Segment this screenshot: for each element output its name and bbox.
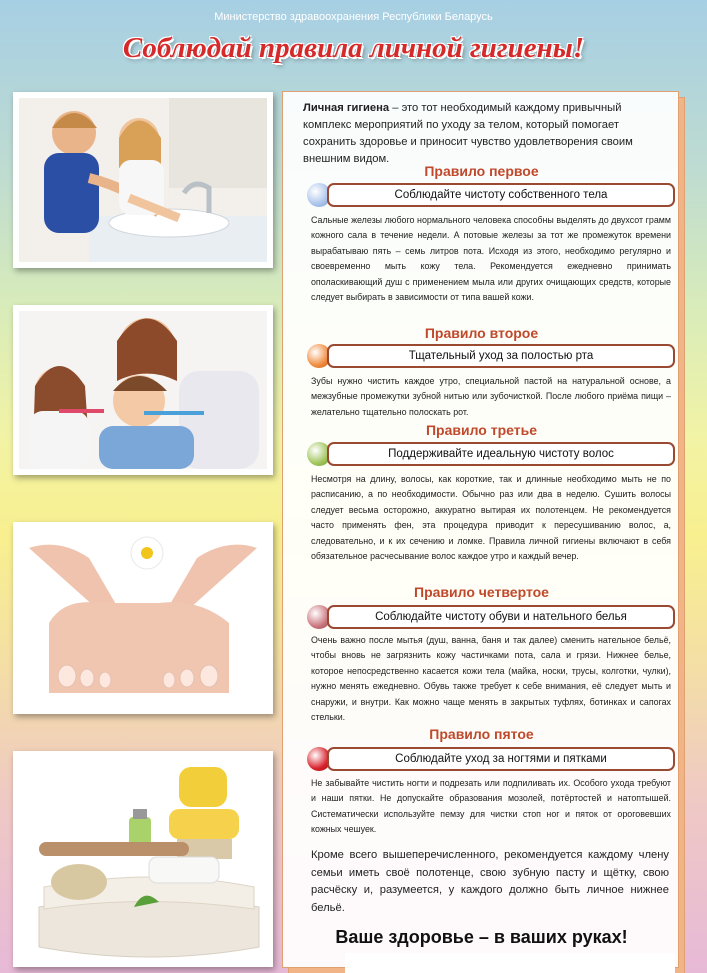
rule-1-text: Сальные железы любого нормального человека способны выделять до двухсот грамм кожного сала в течение недели. А потовые железы за тот же промежуток времени вырабатываю пять – семь литров пота. Исходя из этого, необходимо регулярно и своевременно мыть кожу тела. Рекомендуется ежедневно принимать ополаскивающий душ с применением мыла или других очищающих средств, которые следует выбирать в зависимости от типа вашей кожи.	[311, 215, 671, 303]
text-panel	[282, 91, 679, 968]
ministry-caption: Министерство здравоохранения Республики Беларусь	[214, 11, 493, 23]
photo-bath-accessories	[13, 751, 273, 967]
photo-children-washing-hands	[13, 92, 273, 268]
intro-paragraph	[303, 100, 663, 168]
rule-4-label: Соблюдайте чистоту обуви и нательного белья	[327, 605, 675, 629]
poster-title: Соблюдай правила личной гигиены!	[122, 32, 585, 64]
slogan: Ваше здоровье – в ваших руках!	[335, 927, 628, 947]
intro-text: – это тот необходимый каждому привычный комплекс мероприятий по уходу за телом, который помогает сохранить здоровье и приносит чувство удовлетворения своим внешним видом.	[303, 102, 633, 165]
closing-paragraph: Кроме всего вышеперечисленного, рекомендуется каждому члену семьи иметь своё полотенце, свою зубную пасту и щётку, свою расчёску и, разумеется, у каждого должно быть личное нижнее бельё.	[311, 849, 669, 914]
rule-1-label: Соблюдайте чистоту собственного тела	[327, 183, 675, 207]
footer-strip	[345, 953, 675, 973]
rule-5-label: Соблюдайте уход за ногтями и пятками	[327, 747, 675, 771]
rule-4-text: Очень важно после мытья (душ, ванна, баня и так далее) сменить нательное бельё, чтобы вновь не загрязнить кожу частичками пота, сала и грязи. Нижнее белье, которое непосредственно касается кожи тела (майка, носки, трусы, колготки, чулки), нужно менять ежедневно. Обувь также требует к себе внимания, её следует мыть и снаружи, и внутри. Как можно чаще менять в закрытых туфлях, ботинках и сапогах стельки.	[311, 635, 671, 723]
rule-3-label: Поддерживайте идеальную чистоту волос	[327, 442, 675, 466]
rule-3-text: Несмотря на длину, волосы, как короткие, так и длинные необходимо мыть не по расписанию, а по необходимости. Обычно раз или два в неделю. Сушить волосы следует весьма осторожно, аккуратно вытирая их полотенцем. Не рекомендуется часто применять фен, эта процедура приводит к пересушиванию волос, а, следовательно, и к их сечению и ломке. Правила личной гигиены включают в себя обязательное расчесывание волос каждое утро и каждый вечер.	[311, 474, 671, 562]
intro-term: Личная гигиена	[303, 102, 390, 114]
rule-5-text: Не забывайте чистить ногти и подрезать или подпиливать их. Особого ухода требуют и наши пятки. Не допускайте образования мозолей, потёртостей и натоптышей. Систематически используйте пемзу для чистки стоп ног и пяток от ороговевших кожных чешуек.	[311, 778, 671, 835]
rule-2-heading: Правило второе	[424, 325, 539, 341]
rule-4-heading: Правило четвертое	[414, 584, 549, 600]
rule-3-heading: Правило третье	[425, 422, 538, 438]
photo-hands-and-feet	[13, 522, 273, 714]
rule-2-label: Тщательный уход за полостью рта	[327, 344, 675, 368]
rule-2-text: Зубы нужно чистить каждое утро, специальной пастой на натуральной основе, а межзубные промежутки зубной нитью или зубочисткой. После любого приёма пищи – желательно тщательно полоскать рот.	[311, 376, 671, 417]
rule-1-heading: Правило первое	[424, 163, 539, 179]
rule-5-heading: Правило пятое	[429, 726, 534, 742]
photo-family-brushing-teeth	[13, 305, 273, 475]
